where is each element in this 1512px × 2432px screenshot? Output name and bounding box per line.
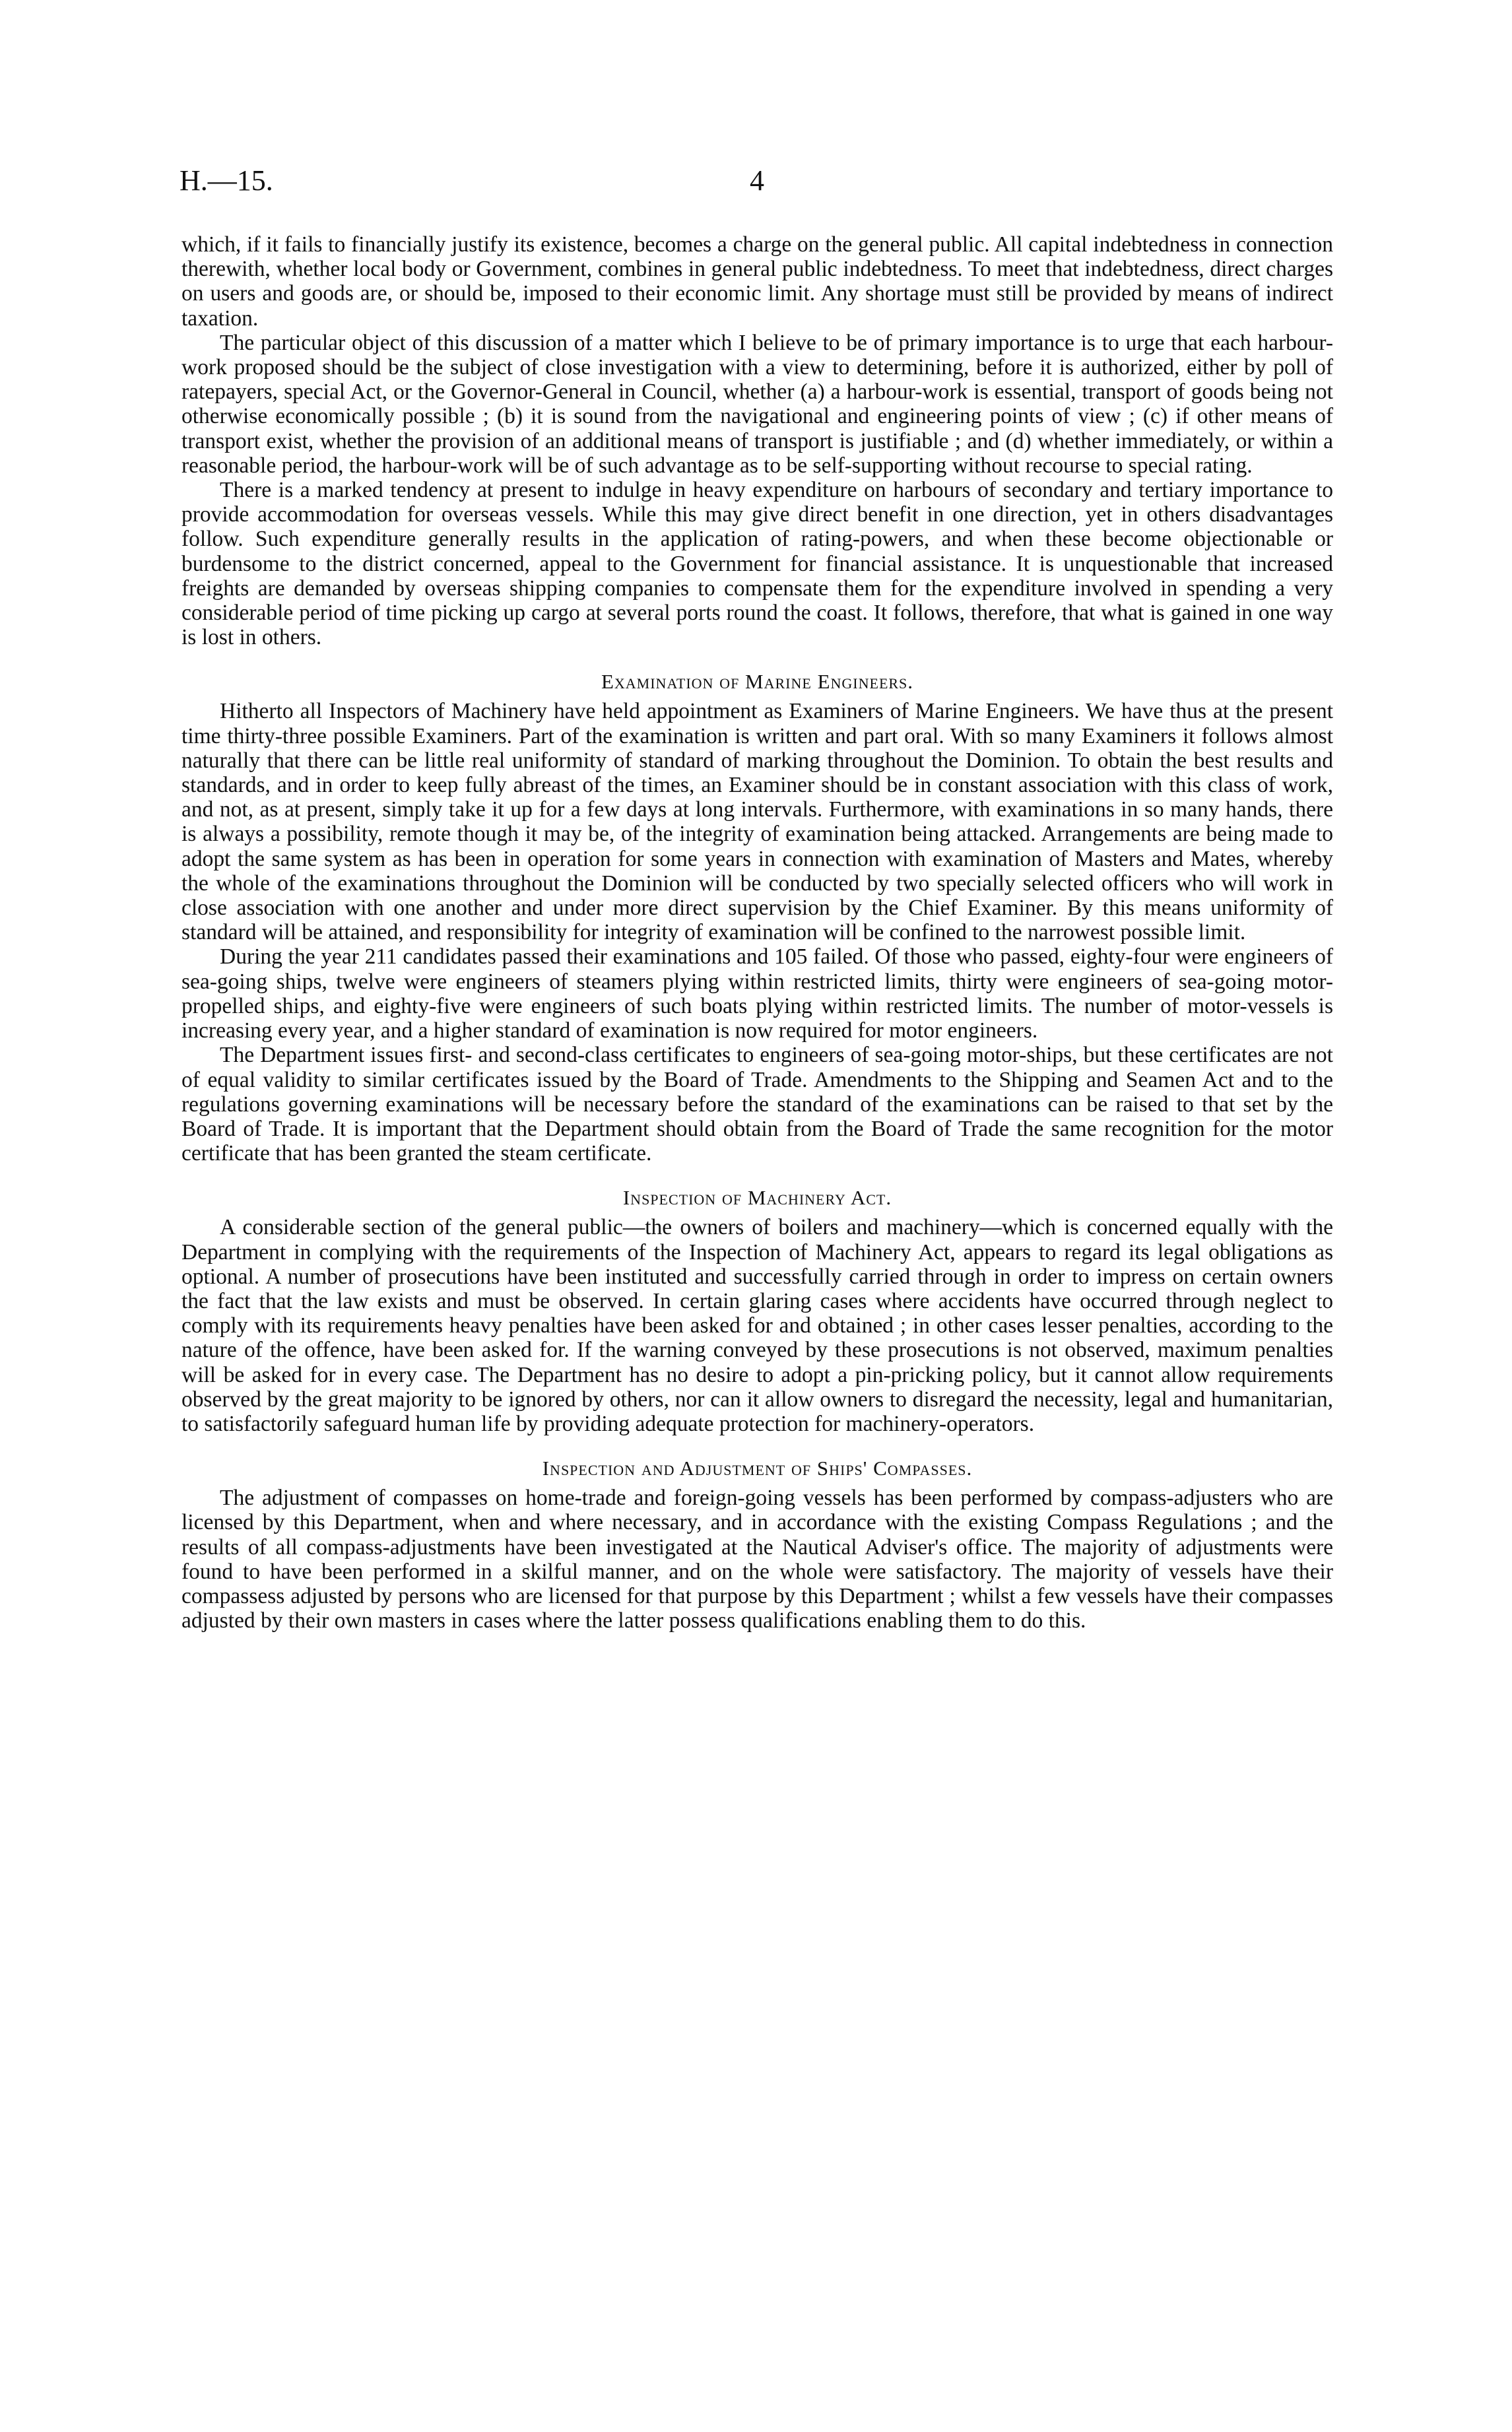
document-reference: H.—15. (180, 164, 273, 197)
paragraph: The particular object of this discussion of a matter which I believe to be of primary importance is to urge that each harbour-work proposed should be the subject of close investigation with a view to determining, before it is authorized, either by poll of ratepayers, special Act, or the Governor-General in Council, whether (a) a harbour-work is essential, transport of goods being not otherwise economically possible ; (b) it is sound from the navigational and engineering points of view ; (c) if other means of transport exist, whether the provision of an additional means of transport is justifiable ; and (d) whether immediately, or within a reasonable period, the harbour-work will be of such advantage as to be self-supporting without recourse to special rating. (181, 330, 1333, 478)
paragraph: The Department issues first- and second-class certificates to engineers of sea-going motor-ships, but these certificates are not of equal validity to similar certificates issued by the Board of Trade. Amendments to the Shipping and Seamen Act and to the regulations governing examinations will be necessary before the standard of the examinations can be raised to that set by the Board of Trade. It is important that the Department should obtain from the Board of Trade the same recognition for the motor certificate that has been granted the steam certificate. (181, 1043, 1333, 1166)
paragraph: During the year 211 candidates passed their examinations and 105 failed. Of those who passed, eighty-four were engineers of sea-going ships, twelve were engineers of steamers plying within restricted limits, thirty were engineers of sea-going motor-propelled ships, and eighty-five were engineers of such boats plying within restricted limits. The number of motor-vessels is increasing every year, and a higher standard of examination is now required for motor engineers. (181, 944, 1333, 1043)
page-header (180, 164, 1334, 203)
paragraph: A considerable section of the general public—the owners of boilers and machinery—which is concerned equally with the Department in complying with the requirements of the Inspection of Machinery Act, appears to regard its legal obligations as optional. A number of prosecutions have been instituted and successfully carried through in order to impress on certain owners the fact that the law exists and must be observed. In certain glaring cases where accidents have occurred through neglect to comply with its requirements heavy penalties have been asked for and obtained ; in other cases lesser penalties, according to the nature of the offence, have been asked for. If the warning conveyed by these prosecutions is not observed, maximum penalties will be asked for in every case. The Department has no desire to adopt a pin-pricking policy, but it cannot allow requirements observed by the great majority to be ignored by others, nor can it allow owners to disregard the necessity, legal and humanitarian, to satisfactorily safeguard human life by providing adequate protection for machinery-operators. (181, 1215, 1333, 1436)
page-number: 4 (750, 164, 764, 197)
page-body (181, 232, 1333, 1633)
section-heading: Inspection of Machinery Act. (622, 1186, 892, 1210)
paragraph: Hitherto all Inspectors of Machinery have held appointment as Examiners of Marine Engineers. We have thus at the present time thirty-three possible Examiners. Part of the examination is written and part oral. With so many Examiners it follows almost naturally that there can be little real uniformity of standard of marking throughout the Dominion. To obtain the best results and standards, and in order to keep fully abreast of the times, an Examiner should be in constant association with this class of work, and not, as at present, simply take it up for a few days at long intervals. Furthermore, with examinations in so many hands, there is always a possibility, remote though it may be, of the integrity of examination being attacked. Arrangements are being made to adopt the same system as has been in operation for some years in connection with examination of Masters and Mates, whereby the whole of the examinations throughout the Dominion will be conducted by two specially selected officers who will work in close association with one another and under more direct supervision by the Chief Examiner. By this means uniformity of standard will be attained, and responsibility for integrity of examination will be confined to the narrowest possible limit. (181, 699, 1333, 945)
paragraph: The adjustment of compasses on home-trade and foreign-going vessels has been performed by compass-adjusters who are licensed by this Department, when and where necessary, and in accordance with the existing Compass Regulations ; and the results of all compass-adjustments have been investigated at the Nautical Adviser's office. The majority of adjustments were found to have been performed in a skilful manner, and on the whole were satisfactory. The majority of vessels have their compassess adjusted by persons who are licensed for that purpose by this Department ; whilst a few vessels have their compasses adjusted by their own masters in cases where the latter possess qualifications enabling them to do this. (181, 1486, 1333, 1633)
paragraph: There is a marked tendency at present to indulge in heavy expenditure on harbours of secondary and tertiary importance to provide accommodation for overseas vessels. While this may give direct benefit in one direction, yet in others disadvantages follow. Such expenditure generally results in the application of rating-powers, and when these become objectionable or burdensome to the district concerned, appeal to the Government for financial assistance. It is unquestionable that increased freights are demanded by overseas shipping companies to compensate them for the expenditure involved in spending a very considerable period of time picking up cargo at several ports round the coast. It follows, therefore, that what is gained in one way is lost in others. (181, 478, 1333, 650)
section-heading: Examination of Marine Engineers. (601, 670, 914, 694)
section-heading: Inspection and Adjustment of Ships' Compasses. (542, 1457, 973, 1480)
paragraph: which, if it fails to financially justify its existence, becomes a charge on the general public. All capital indebtedness in connection therewith, whether local body or Government, combines in general public indebtedness. To meet that indebtedness, direct charges on users and goods are, or should be, imposed to their economic limit. Any shortage must still be provided by means of indirect taxation. (181, 232, 1333, 331)
